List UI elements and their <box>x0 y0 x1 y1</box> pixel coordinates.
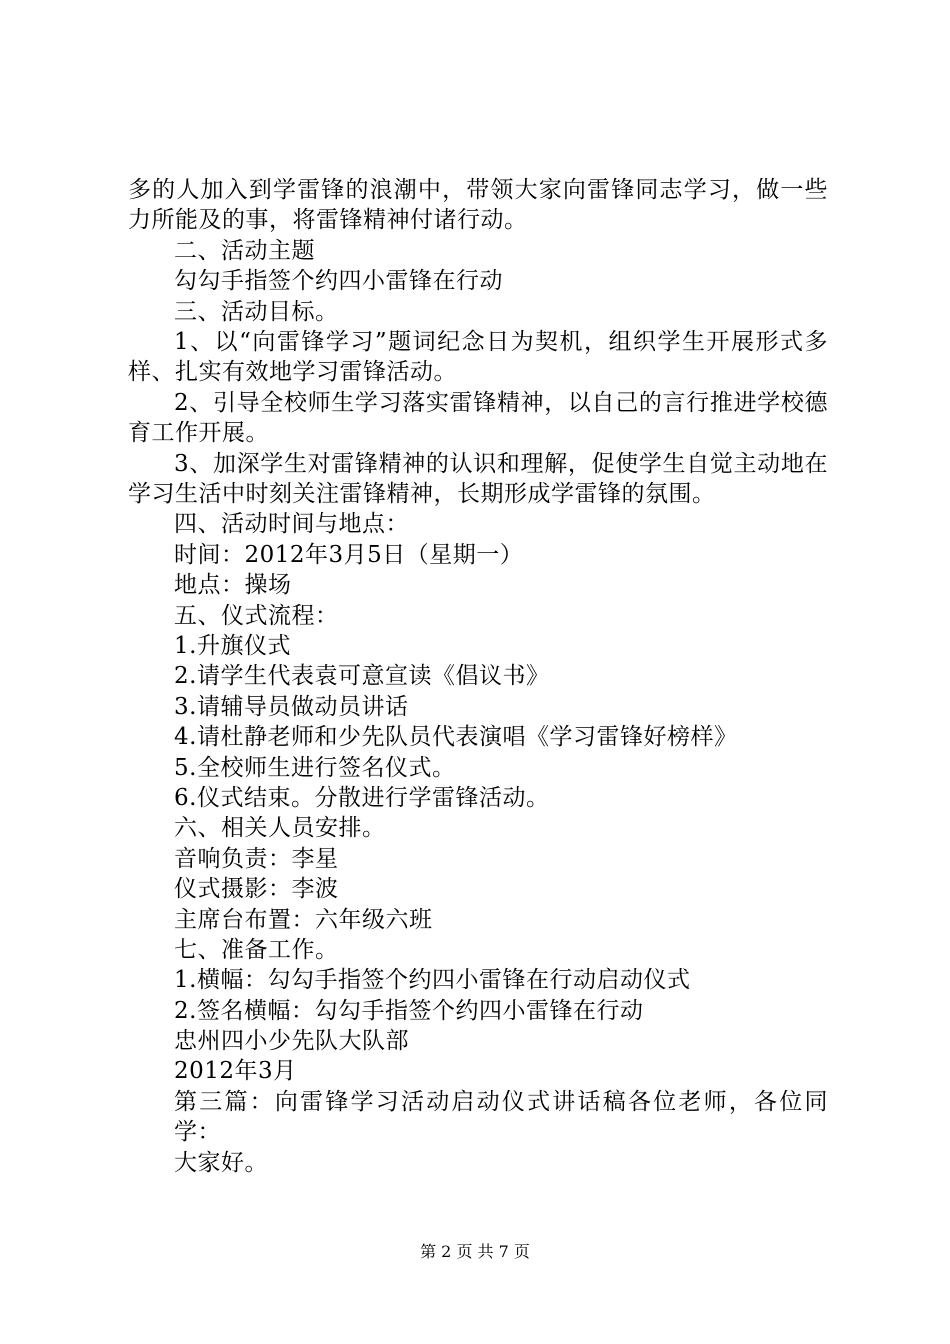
page-number-footer: 第 2 页 共 7 页 <box>420 1242 530 1261</box>
section-heading-procedure: 五、仪式流程： <box>174 602 339 629</box>
staff-sound: 音响负责：李星 <box>174 845 339 872</box>
paragraph-time: 时间：2012年3月5日（星期一） <box>174 541 524 568</box>
preparation-item-2: 2.签名横幅：勾勾手指签个约四小雷锋在行动 <box>174 997 644 1024</box>
procedure-item-2: 2.请学生代表袁可意宣读《倡议书》 <box>174 663 550 690</box>
signature-date: 2012年3月 <box>174 1058 297 1085</box>
staff-photo: 仪式摄影：李波 <box>174 876 339 903</box>
procedure-item-1: 1.升旗仪式 <box>174 632 291 659</box>
procedure-item-3: 3.请辅导员做动员讲话 <box>174 693 409 720</box>
paragraph-part-three-heading: 第三篇：向雷锋学习活动启动仪式讲话稿各位老师，各位同学： <box>174 1088 828 1146</box>
preparation-item-1: 1.横幅：勾勾手指签个约四小雷锋在行动启动仪式 <box>174 967 691 994</box>
procedure-item-6: 6.仪式结束。分散进行学雷锋活动。 <box>174 784 550 811</box>
paragraph-goal-2: 2、引导全校师生学习落实雷锋精神，以自己的言行推进学校德育工作开展。 <box>128 389 828 447</box>
paragraph-goal-3: 3、加深学生对雷锋精神的认识和理解，促使学生自觉主动地在学习生活中时刻关注雷锋精神，长期形成学雷锋的氛围。 <box>128 450 828 508</box>
section-heading-goals: 三、活动目标。 <box>174 298 339 325</box>
paragraph-greeting: 大家好。 <box>174 1149 268 1176</box>
document-body <box>128 175 828 1178</box>
section-heading-time-place: 四、活动时间与地点： <box>174 511 409 538</box>
paragraph-goal-1: 1、以“向雷锋学习”题词纪念日为契机，组织学生开展形式多样、扎实有效地学习雷锋活动。 <box>128 328 828 386</box>
paragraph-theme: 勾勾手指签个约四小雷锋在行动 <box>174 268 503 295</box>
signature-organization: 忠州四小少先队大队部 <box>174 1028 409 1055</box>
procedure-item-5: 5.全校师生进行签名仪式。 <box>174 754 456 781</box>
paragraph-intro-continuation: 多的人加入到学雷锋的浪潮中，带领大家向雷锋同志学习，做一些力所能及的事，将雷锋精神付诸行动。 <box>128 177 828 234</box>
procedure-item-4: 4.请杜静老师和少先队员代表演唱《学习雷锋好榜样》 <box>174 724 738 751</box>
section-heading-preparation: 七、准备工作。 <box>174 936 339 963</box>
paragraph-place: 地点：操场 <box>174 572 292 599</box>
staff-stage: 主席台布置：六年级六班 <box>174 906 433 933</box>
section-heading-theme: 二、活动主题 <box>174 237 315 264</box>
section-heading-staff: 六、相关人员安排。 <box>174 815 386 842</box>
